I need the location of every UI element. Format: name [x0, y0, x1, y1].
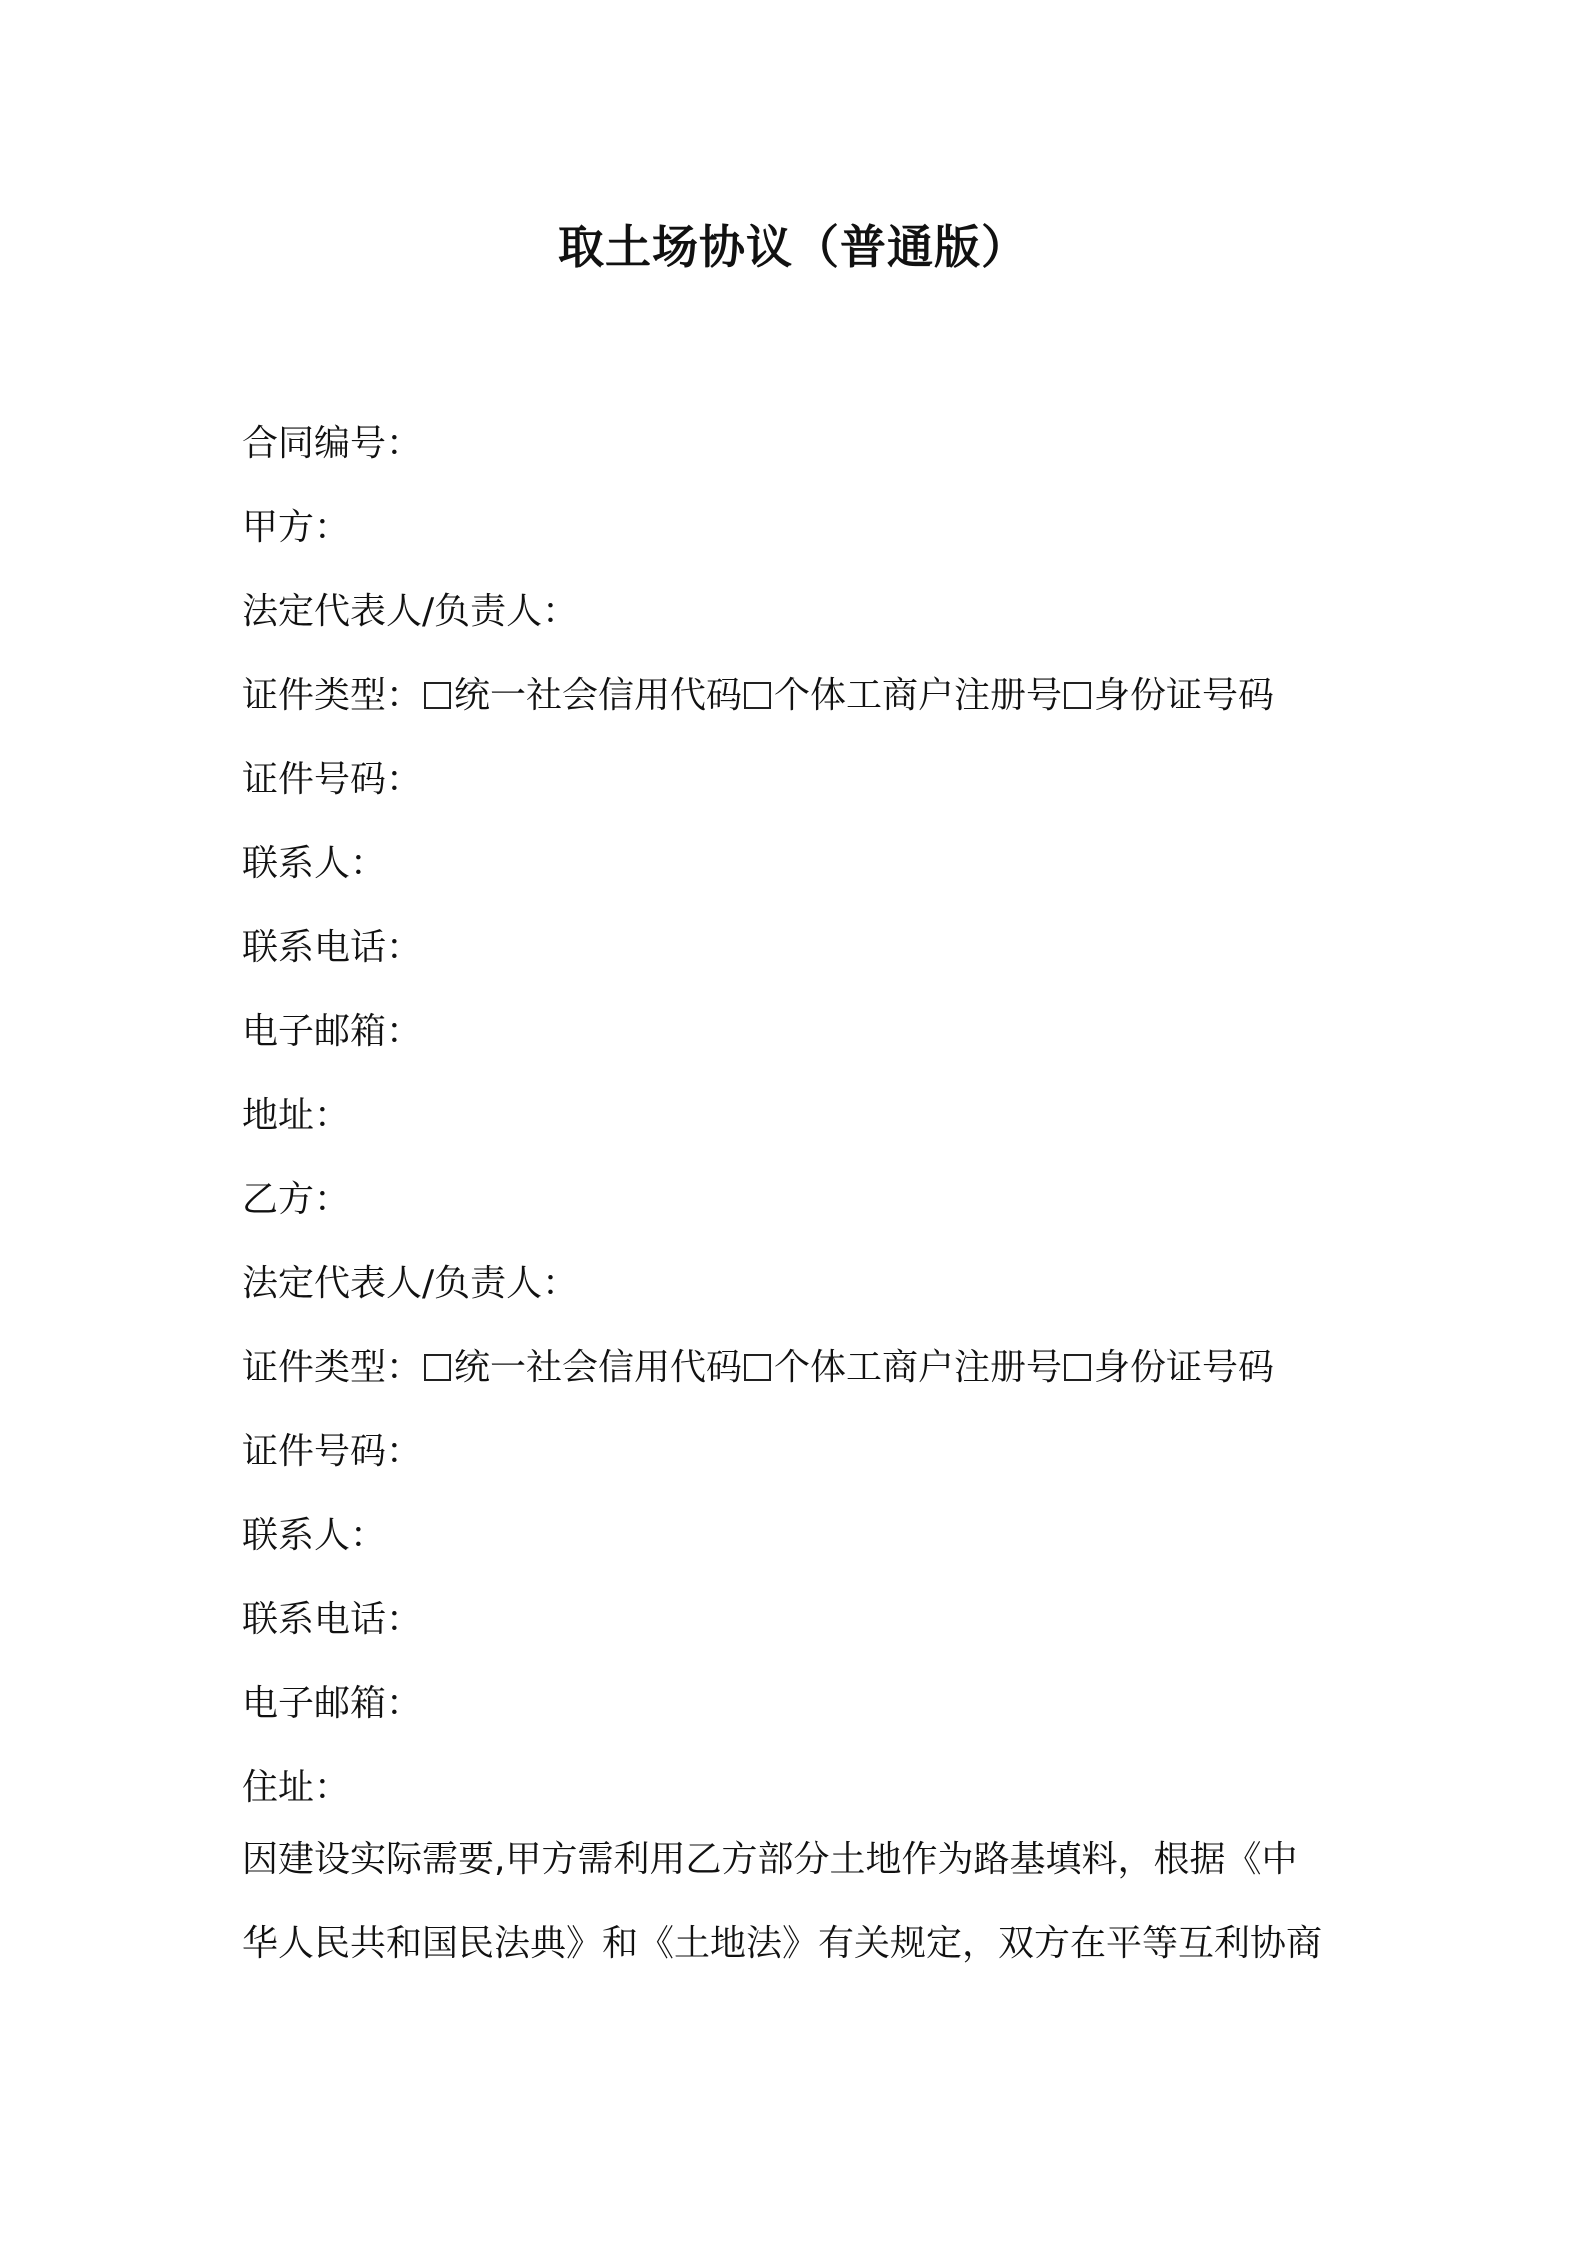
party-a-email-label: 电子邮箱： [242, 1011, 423, 1052]
contract-number-field [242, 402, 1362, 486]
party-b-email-label: 电子邮箱： [242, 1683, 423, 1724]
party-a-id-card-option: 身份证号码 [1094, 675, 1275, 716]
party-b-id-number-label: 证件号码： [242, 1431, 423, 1472]
party-a-phone-label: 联系电话： [242, 927, 423, 968]
party-b-id-number-field [242, 1410, 1362, 1494]
party-b-business-reg-option: 个体工商户注册号 [774, 1347, 1063, 1388]
party-b-id-type-field [242, 1326, 1362, 1410]
party-b-credit-code-checkbox[interactable] [424, 1354, 451, 1381]
party-a-contact-field [242, 822, 1362, 906]
party-a-email-field [242, 990, 1362, 1074]
party-b-label: 乙方： [242, 1179, 351, 1220]
party-a-business-reg-checkbox[interactable] [744, 682, 771, 709]
party-b-business-reg-checkbox[interactable] [744, 1354, 771, 1381]
party-a-id-type-label: 证件类型： [242, 675, 423, 716]
party-b-contact-label: 联系人： [242, 1515, 387, 1556]
party-b-field [242, 1158, 1362, 1242]
party-b-email-field [242, 1662, 1362, 1746]
preamble-line-2: 华人民共和国民法典》和《土地法》有关规定，双方在平等互利协商 [242, 1923, 1323, 1964]
party-a-id-number-field [242, 738, 1362, 822]
party-b-legal-rep-label: 法定代表人/负责人： [242, 1263, 579, 1304]
contract-number-label: 合同编号： [242, 423, 423, 464]
party-a-label: 甲方： [242, 507, 351, 548]
party-a-legal-rep-label: 法定代表人/负责人： [242, 591, 579, 632]
party-a-phone-field [242, 906, 1362, 990]
party-b-legal-rep-field [242, 1242, 1362, 1326]
party-b-contact-field [242, 1494, 1362, 1578]
party-b-id-card-checkbox[interactable] [1064, 1354, 1091, 1381]
party-a-id-type-field [242, 654, 1362, 738]
party-b-id-card-option: 身份证号码 [1094, 1347, 1275, 1388]
party-a-id-card-checkbox[interactable] [1064, 682, 1091, 709]
party-a-address-field [242, 1074, 1362, 1158]
party-info-fields [242, 402, 1362, 1830]
party-b-credit-code-option: 统一社会信用代码 [454, 1347, 743, 1388]
party-b-phone-label: 联系电话： [242, 1599, 423, 1640]
party-b-address-label: 住址： [242, 1767, 351, 1808]
party-b-id-type-label: 证件类型： [242, 1347, 423, 1388]
preamble-paragraph [242, 1818, 1362, 1986]
party-a-credit-code-checkbox[interactable] [424, 682, 451, 709]
party-b-phone-field [242, 1578, 1362, 1662]
party-a-address-label: 地址： [242, 1095, 351, 1136]
party-a-legal-rep-field [242, 570, 1362, 654]
party-a-contact-label: 联系人： [242, 843, 387, 884]
party-a-credit-code-option: 统一社会信用代码 [454, 675, 743, 716]
document-title: 取土场协议（普通版） [558, 220, 1028, 274]
party-a-id-number-label: 证件号码： [242, 759, 423, 800]
party-a-business-reg-option: 个体工商户注册号 [774, 675, 1063, 716]
party-a-field [242, 486, 1362, 570]
preamble-line-1: 因建设实际需要,甲方需利用乙方部分土地作为路基填料，根据《中 [242, 1839, 1298, 1880]
